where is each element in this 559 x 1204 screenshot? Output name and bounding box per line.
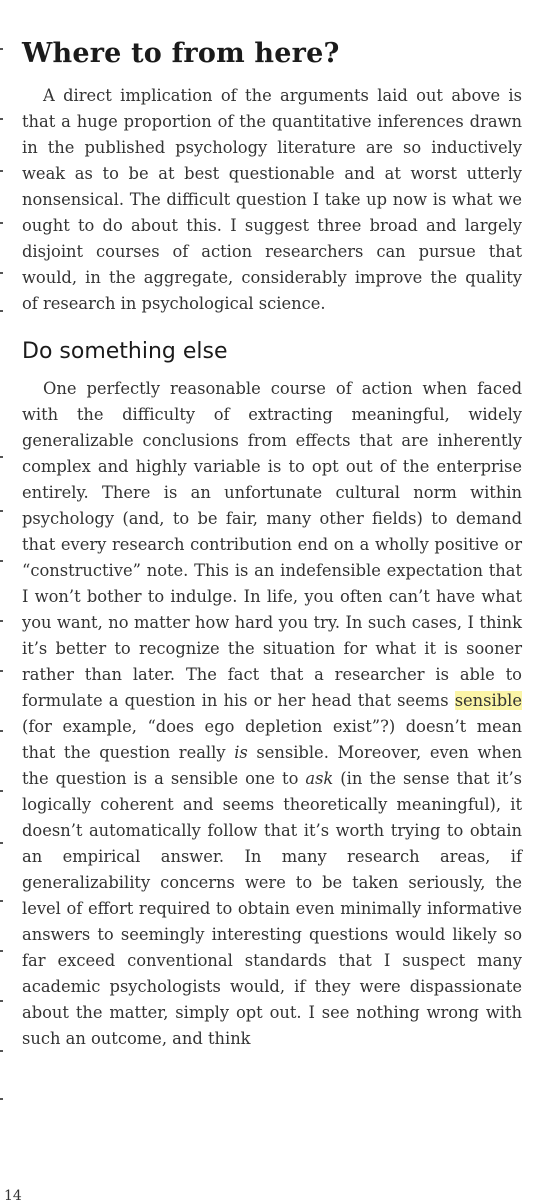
section-heading: Where to from here? [22,38,340,69]
margin-tick [0,170,3,172]
body-text-part1: One perfectly reasonable course of action when faced with the difficulty of extracting meaningful, widely generalizable conclusions from effects that are inherently complex and highly variable is to opt out of the enterprise entirely. There is an unfortunate cultural norm within psychology (and, to be fair, many other fields) to demand that every research contribution end on a wholly positive or “constructive” note. This is an indefensible expectation that I won’t bother to indulge. In life, you often can’t have what you want, no matter how hard you try. In such cases, I think it’s better to recognize the situation for what it is sooner rather than later. The fact that a researcher is able to formulate a question in his or her head that seems [22,379,522,710]
margin-tick [0,790,3,792]
margin-tick [0,272,3,274]
margin-tick [0,842,3,844]
margin-tick [0,456,3,458]
emphasis-is: is [234,743,248,762]
margin-tick [0,560,3,562]
intro-paragraph: A direct implication of the arguments laid out above is that a huge proportion of the quantitative inferences drawn in the published psychology literature are so inductively weak as to be at best questionable and at worst utterly nonsensical. The difficult question I take up now is what we ought to do about this. I suggest three broad and largely disjoint courses of action researchers can pursue that would, in the aggregate, considerably improve the quality of research in psychological science. [22,86,522,313]
body-text-part3: sensible. Moreover, even when the question is a sensible one to [22,743,522,788]
margin-tick [0,670,3,672]
margin-tick [0,1050,3,1052]
margin-tick [0,730,3,732]
body-paragraph [22,376,522,1052]
body-text-part2: (for example, “does ego depletion exist”?) doesn’t mean that the question really [22,717,522,762]
highlighted-word[interactable]: sensible [454,691,522,710]
body-text-part4: (in the sense that it’s logically coherent and seems theoretically meaningful), it doesn’t automatically follow that it’s worth trying to obtain an empirical answer. In many research areas, if generalizability concerns were to be taken seriously, the level of effort required to obtain even minimally informative answers to seemingly interesting questions would likely so far exceed conventional standards that I suspect many academic psychologists would, if they were dispassionate about the matter, simply opt out. I see nothing wrong with such an outcome, and think [22,769,522,1048]
margin-tick [0,620,3,622]
margin-tick [0,950,3,952]
margin-tick [0,510,3,512]
margin-tick [0,222,3,224]
document-content [22,38,522,1052]
margin-tick [0,118,3,120]
margin-tick [0,48,3,50]
margin-tick [0,1098,3,1100]
margin-tick [0,310,3,312]
subsection-heading: Do something else [22,339,228,364]
margin-tick [0,1000,3,1002]
margin-tick [0,900,3,902]
emphasis-ask: ask [305,769,334,788]
page-number: 14 [4,1188,22,1204]
